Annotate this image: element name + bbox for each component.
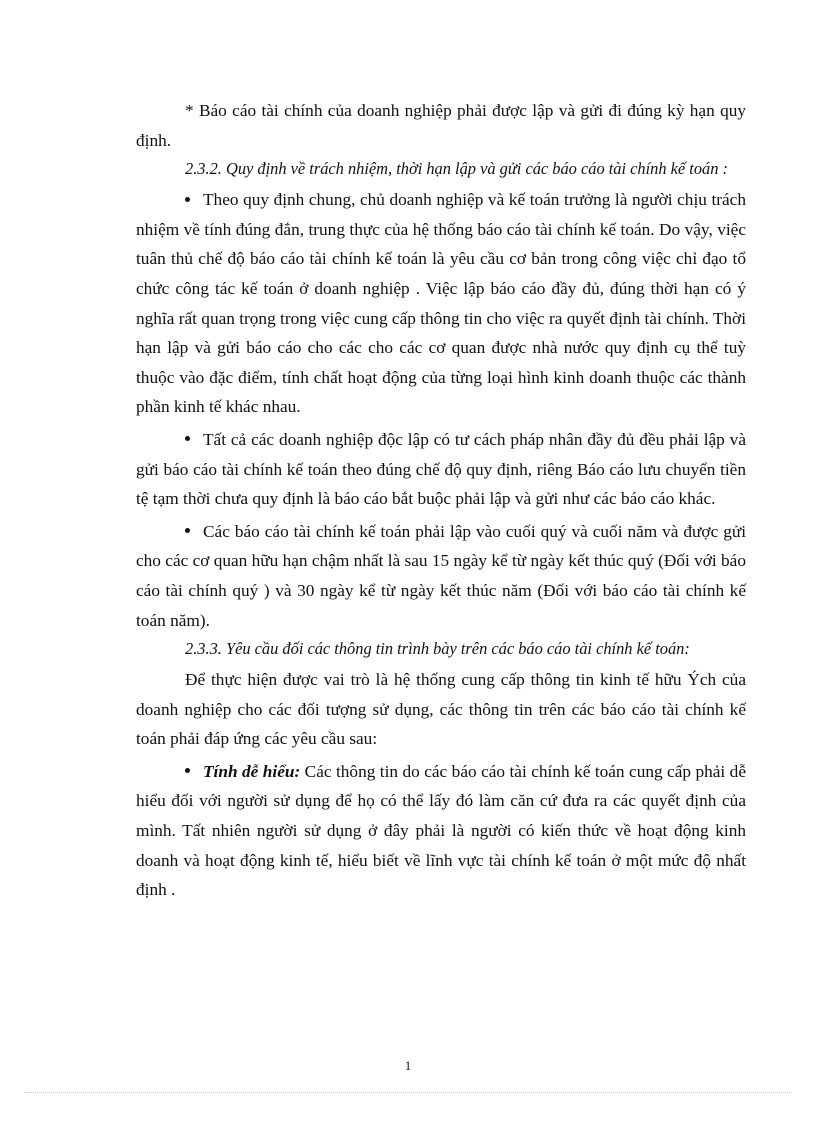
bullet-paragraph-quarterly-annual: [136, 517, 746, 635]
paragraph-report-deadline: * Báo cáo tài chính của doanh nghiệp phải được lập và gửi đi đúng kỳ hạn quy định.: [136, 101, 746, 150]
bullet-text: Tất cả các doanh nghiệp độc lập có tư cách pháp nhân đầy đủ đều phải lập và gửi báo cáo tài chính kế toán theo đúng chế độ quy định, riêng Báo cáo lưu chuyển tiền tệ tạm thời chưa quy định là báo cáo bắt buộc phải lập và gửi như các báo cáo khác.: [136, 429, 746, 509]
bullet-text: Theo quy định chung, chủ doanh nghiệp và kế toán trưởng là người chịu trách nhiệm về tính đúng đắn, trung thực của hệ thống báo cáo tài chính kế toán. Do vậy, việc tuân thủ chế độ báo cáo tài chính kế toán là yêu cầu cơ bản trong công việc chỉ đạo tổ chức công tác kế toán ở doanh nghiệp . Việc lập báo cáo đầy đủ, đúng thời hạn có ý nghĩa rất quan trọng trong việc cung cấp thông tin cho việc ra quyết định tài chính. Thời hạn lập và gửi báo cáo cho các cho các cơ quan được nhà nước quy định cụ thể tuỳ thuộc vào đặc điểm, tính chất hoạt động của từng loại hình kinh doanh thuộc các thành phần kinh tế khác nhau.: [136, 190, 746, 417]
bullet-dot-icon: [185, 528, 190, 533]
bullet-text: Các thông tin do các báo cáo tài chính kế toán cung cấp phải dễ hiểu đối với người sử dụng để họ có thể lấy đó làm căn cứ đưa ra các quyết định của mình. Tất nhiên người sử dụng ở đây phải là người có kiến thức về hoạt động kinh doanh và hoạt động kinh tế, hiểu biết về lĩnh vực tài chính kế toán ở một mức độ nhất định .: [136, 761, 746, 900]
bullet-paragraph-understandability: [136, 757, 746, 905]
bullet-paragraph-independent-enterprises: [136, 425, 746, 514]
bullet-paragraph-responsibility: [136, 185, 746, 422]
bullet-dot-icon: [185, 436, 190, 441]
paragraph-information-role: Để thực hiện được vai trò là hệ thống cung cấp thông tin kinh tế hữu Ých của doanh nghiệp cho các đối tượng sử dụng, các thông tin trên các báo cáo tài chính kế toán phải đáp ứng các yêu cầu sau:: [136, 670, 746, 749]
section-heading-2-3-2: 2.3.2. Quy định về trách nhiệm, thời hạn lập và gửi các báo cáo tài chính kế toán :: [185, 159, 728, 179]
section-heading-2-3-3: 2.3.3. Yêu cầu đối các thông tin trình bày trên các báo cáo tài chính kế toán:: [185, 639, 690, 659]
document-body: [136, 96, 746, 908]
bullet-term: Tính dễ hiểu:: [203, 761, 301, 781]
bullet-dot-icon: [185, 768, 190, 773]
bullet-text: Các báo cáo tài chính kế toán phải lập vào cuối quý và cuối năm và được gửi cho các cơ quan hữu hạn chậm nhất là sau 15 ngày kể từ ngày kết thúc quý (Đối với báo cáo tài chính quý ) và 30 ngày kể từ ngày kết thúc năm (Đối với báo cáo tài chính kế toán năm).: [136, 521, 746, 630]
footer-divider: [24, 1092, 792, 1093]
page-number: 1: [404, 1058, 412, 1073]
bullet-dot-icon: [185, 197, 190, 202]
